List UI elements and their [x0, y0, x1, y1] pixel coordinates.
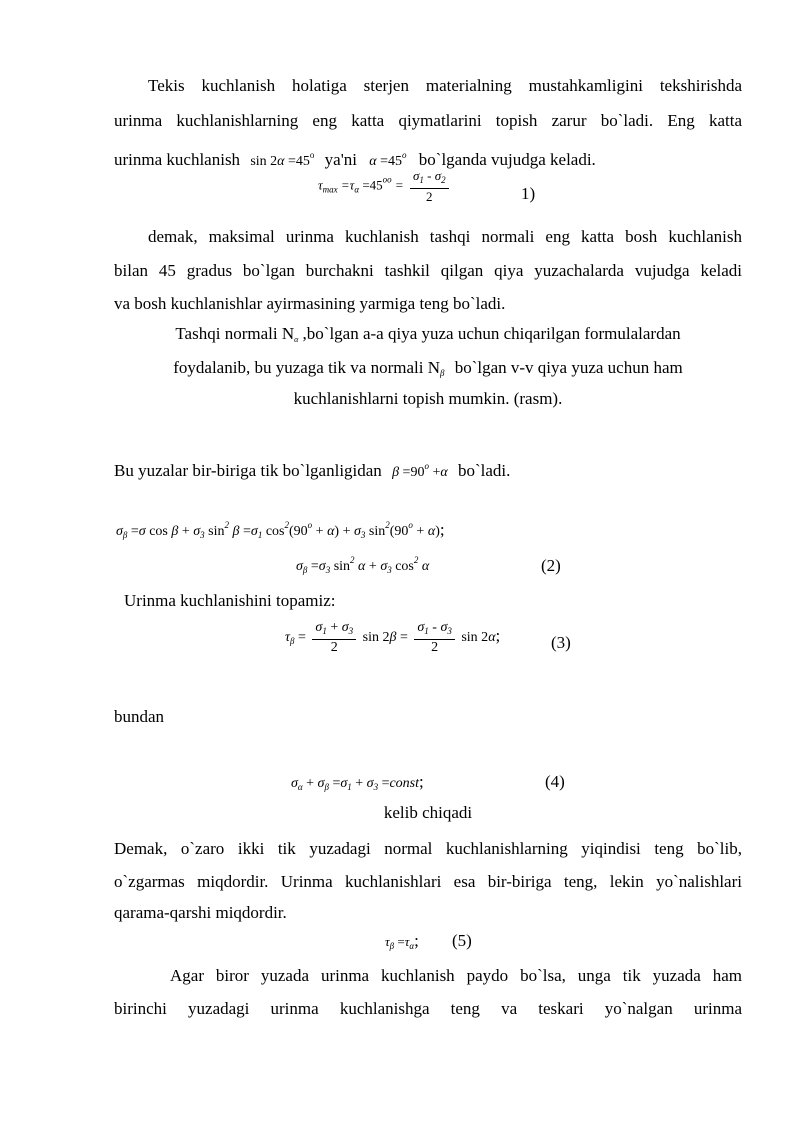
paragraph-3-line-1-text-a: Tashqi normali N [175, 324, 295, 343]
formula-alpha45: $\alpha =45^o$ [369, 150, 407, 169]
paragraph-4-text-a: Bu yuzalar bir-biriga tik bo`lganligidan [114, 461, 382, 480]
paragraph-9-line-2: birinchi yuzadagi urinma kuchlanishga teng va teskari yo`nalgan urinma [114, 999, 742, 1018]
equation-5-number: (5) [452, 931, 472, 950]
paragraph-3-line-2-text-a: foydalanib, bu yuzaga tik va normali N [173, 358, 440, 377]
paragraph-2-line-2: bilan 45 gradus bo`lgan burchakni tashkil qilgan qiya yuzachalarda vujudga keladi [114, 261, 742, 280]
paragraph-3-line-1 [114, 323, 742, 351]
paragraph-1-line-3-text-c: bo`lganda vujudga keladi. [418, 150, 596, 169]
formula-beta: $\beta =90^o +\alpha$ [392, 461, 448, 480]
paragraph-7: kelib chiqadi [383, 803, 473, 822]
paragraph-1-line-3-text-a: urinma kuchlanish [114, 150, 241, 169]
paragraph-1-line-3-text-b: ya'ni [324, 150, 358, 169]
paragraph-1-line-2: urinma kuchlanishlarning eng katta qiymatlarini topish zarur bo`ladi. Eng katta [114, 111, 742, 130]
equation-3: $\tau_\beta$ = $\frac{\sigma_1 + \sigma_3}{2}$ sin 2β = $\frac{\sigma_1 - \sigma_3}{2}$ sin 2α; [285, 620, 501, 655]
paragraph-3-line-1-text-b: ,bo`lgan a-a qiya yuza uchun chiqarilgan formulalardan [302, 324, 681, 343]
subscript-beta: β [439, 368, 445, 378]
equation-1: $\tau_{max} =\tau_\alpha =45^{oo}$ = $\frac{\sigma_1 - \sigma_2}{2}$ [318, 168, 452, 205]
equation-4: $\sigma_\alpha + \sigma_\beta =\sigma_1 + \sigma_3$ =const; [291, 772, 424, 792]
paragraph-8-line-2: o`zgarmas miqdordir. Urinma kuchlanishlari esa bir-biriga teng, lekin yo`nalishlari [114, 872, 742, 891]
paragraph-6: bundan [114, 707, 165, 726]
equation-sigma-beta-expanded: $\sigma_\beta =\sigma$ $\cos \beta + \sigma_3$ $\sin^2 \beta =\sigma_1$ $\cos^2(90^o + \alpha) + \sigma_3$ $\sin^2(90^o + \alpha)$; [116, 520, 445, 540]
equation-2: $\sigma_\beta =\sigma_3$ $\sin^2 \alpha + \sigma_3$ $\cos^2 \alpha$ [296, 555, 430, 575]
equation-4-number: (4) [545, 772, 565, 791]
paragraph-3-line-3: kuchlanishlarni topish mumkin. (rasm). [293, 389, 563, 408]
paragraph-3-line-2-text-b: bo`lgan v-v qiya yuza uchun ham [454, 358, 683, 377]
paragraph-4 [114, 455, 742, 484]
paragraph-1-line-1: Tekis kuchlanish holatiga sterjen materialning mustahkamligini tekshirishda [148, 76, 742, 95]
paragraph-2-line-1: demak, maksimal urinma kuchlanish tashqi normali eng katta bosh kuchlanish [148, 227, 742, 246]
paragraph-3-line-2 [114, 357, 742, 384]
paragraph-8-line-1: Demak, o`zaro ikki tik yuzadagi normal kuchlanishlarning yiqindisi teng bo`lib, [114, 839, 742, 858]
subscript-alpha: α [294, 335, 299, 344]
paragraph-8-line-3: qarama-qarshi miqdordir. [114, 903, 287, 922]
paragraph-9-line-1: Agar biror yuzada urinma kuchlanish paydo bo`lsa, unga tik yuzada ham [170, 966, 742, 985]
equation-1-number: 1) [521, 184, 536, 203]
equation-5: $\tau_\beta =\tau_\alpha$; [385, 931, 419, 951]
equation-3-number: (3) [551, 633, 571, 652]
equation-2-number: (2) [541, 556, 561, 575]
paragraph-5: Urinma kuchlanishini topamiz: [124, 591, 336, 610]
paragraph-4-text-b: bo`ladi. [457, 461, 511, 480]
paragraph-2-line-3: va bosh kuchlanishlar ayirmasining yarmiga teng bo`ladi. [114, 294, 506, 313]
formula-sin2alpha: $\sin 2\alpha =45^o$ [250, 150, 315, 169]
